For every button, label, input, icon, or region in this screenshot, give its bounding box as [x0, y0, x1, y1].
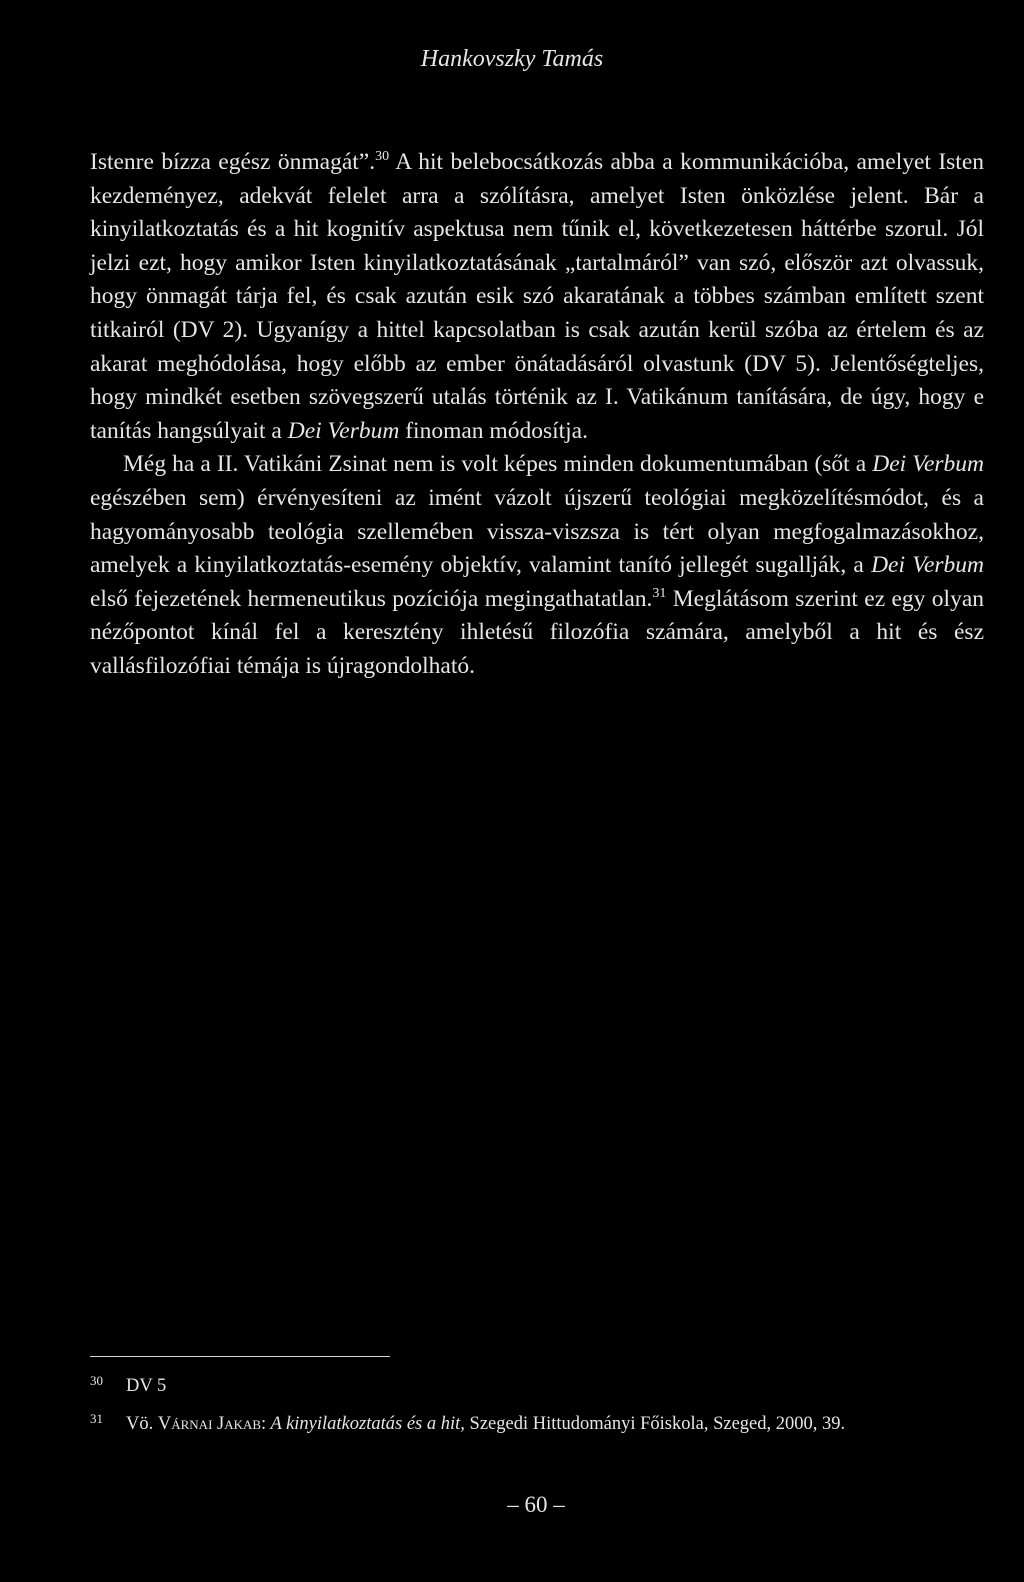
paragraph-2 [90, 448, 984, 683]
paragraph-2-sentence-4: Meglátásom szerint ez egy olyan nézőpontot kínál fel a keresztény ihletésű filozófia számára, amelyből a hit és ész vallásfilozófiai témája is újragondolható. [90, 585, 984, 679]
footnote-text [126, 1405, 845, 1443]
footnote-divider [90, 1356, 390, 1357]
footnote-text: DV 5 [126, 1376, 167, 1396]
footnote-book-title: A kinyilatkoztatás és a hit, [266, 1414, 465, 1434]
paragraph-1 [90, 146, 984, 448]
body-text [90, 146, 984, 684]
footnote-ref-30: 30 [375, 149, 390, 164]
footnote-ref-31: 31 [652, 585, 667, 601]
paragraph-1-sentence-3: finoman módosítja. [399, 417, 588, 444]
footnote-prefix: Vö. [126, 1414, 158, 1434]
footnote-number: 31 [90, 1411, 103, 1426]
running-head: Hankovszky Tamás [420, 46, 604, 72]
footnote-30 [90, 1367, 990, 1405]
footnote-publication: Szegedi Hittudományi Főiskola, Szeged, 2000, 39. [464, 1414, 846, 1434]
footnotes [90, 1367, 990, 1443]
footnote-31 [90, 1405, 990, 1443]
footnote-number: 30 [90, 1373, 103, 1388]
paragraph-1-sentence-1: Istenre bízza egész önmagát”. [90, 149, 376, 175]
paragraph-2-sentence-3: első fejezetének hermeneutikus pozíciója megingathatatlan. [90, 585, 653, 612]
dei-verbum-title: Dei Verbum [872, 451, 984, 478]
dei-verbum-title: Dei Verbum [871, 552, 985, 579]
dei-verbum-title: Dei Verbum [287, 417, 400, 444]
paragraph-2-sentence-2: egészében sem) érvényesíteni az imént vázolt újszerű teológiai megközelítésmódot, és a hagyományosabb teológia szellemében vissza-viszsza is tért olyan megfogalmazásokhoz, amelyek a kinyilatkoztatás-esemény objektív, valamint tanító jellegét sugallják, a [90, 484, 984, 579]
page-number: – 60 – [507, 1492, 565, 1517]
paragraph-1-sentence-2: A hit belebocsátkozás abba a kommunikációba, amelyet Isten kezdeményez, adekvát felelet arra a szólításra, amelyet Isten önközlése jelent. Bár a kinyilatkoztatás és a hit kognitív aspektusa nem tűnik el, következetesen háttérbe szorul. Jól jelzi ezt, hogy amikor Isten kinyilatkoztatásának „tartalmáról” van szó, először azt olvassuk, hogy önmagát tárja fel, és csak azután esik szó akaratának a többes számban említett szent titkairól (DV 2). Ugyanígy a hittel kapcsolatban is csak azután kerül szóba az értelem és az akarat meghódolása, hogy előbb az ember önátadásáról olvastunk (DV 5). Jelentőségteljes, hogy mindkét esetben szövegszerű utalás történik az I. Vatikánum tanítására, de úgy, hogy e tanítás hangsúlyait a [90, 149, 985, 444]
footnote-author: Várnai Jakab: [157, 1414, 267, 1434]
paragraph-2-sentence-1: Még ha a II. Vatikáni Zsinat nem is volt képes minden dokumentumában (sőt a [123, 451, 873, 478]
